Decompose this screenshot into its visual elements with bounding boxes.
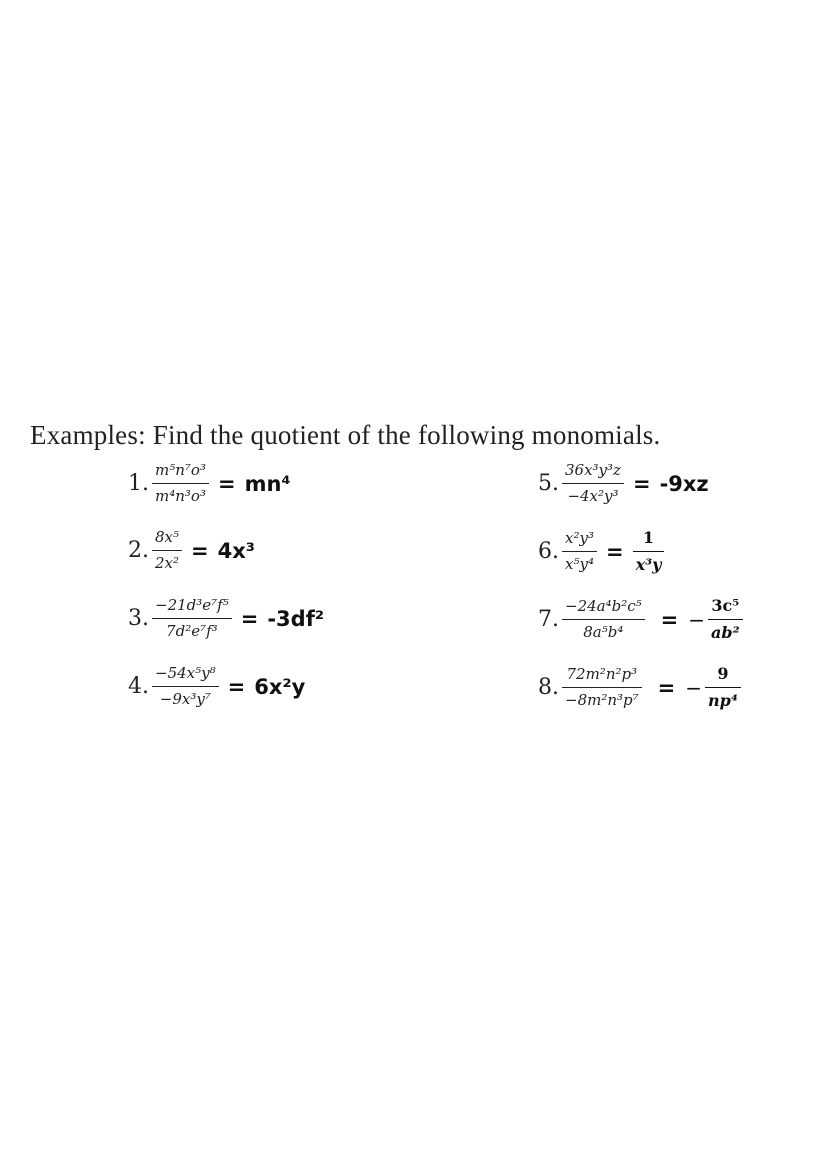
problem-7 — [538, 598, 743, 641]
fraction-denominator: 2x² — [152, 550, 182, 571]
fraction-numerator: −54x⁵y⁸ — [155, 664, 216, 682]
answer-fraction — [708, 598, 743, 641]
problem-fraction — [152, 530, 182, 571]
fraction-numerator: −24a⁴b²c⁵ — [565, 597, 642, 615]
equals-sign: = — [632, 471, 651, 496]
problem-3 — [128, 598, 324, 639]
problem-fraction — [562, 599, 645, 640]
answer-numerator: 3c⁵ — [711, 596, 740, 615]
problem-number: 1. — [128, 471, 149, 496]
problem-number: 7. — [538, 607, 559, 632]
equals-sign: = — [227, 674, 246, 699]
problem-number: 6. — [538, 539, 559, 564]
fraction-numerator: 36x³y³z — [565, 461, 621, 479]
problem-fraction — [152, 463, 209, 504]
problem-number: 2. — [128, 538, 149, 563]
equals-sign: = — [217, 471, 236, 496]
answer: 6x²y — [254, 674, 306, 699]
problem-fraction — [152, 598, 232, 639]
answer: -9xz — [659, 471, 709, 496]
problem-number: 8. — [538, 675, 559, 700]
answer-sign: − — [685, 675, 703, 700]
problem-fraction — [562, 667, 642, 708]
fraction-denominator: −8m²n³p⁷ — [562, 687, 642, 708]
answer-denominator: x³y — [633, 551, 665, 573]
problem-fraction — [562, 531, 597, 572]
equals-sign: = — [657, 675, 676, 700]
answer: mn⁴ — [244, 471, 291, 496]
fraction-numerator: x²y³ — [565, 529, 594, 547]
fraction-numerator: 8x⁵ — [155, 528, 180, 546]
equals-sign: = — [191, 538, 209, 563]
problem-fraction — [562, 463, 624, 504]
problem-1 — [128, 463, 291, 504]
page-heading: Examples: Find the quotient of the following monomials. — [30, 420, 661, 450]
fraction-denominator: m⁴n³o³ — [152, 483, 209, 504]
equals-sign: = — [240, 606, 259, 631]
fraction-numerator: m⁵n⁷o³ — [155, 461, 206, 479]
equals-sign: = — [660, 607, 679, 632]
problem-number: 5. — [538, 471, 559, 496]
answer-fraction — [633, 530, 665, 573]
problem-8 — [538, 666, 741, 709]
answer-numerator: 9 — [717, 664, 729, 683]
problem-4 — [128, 666, 305, 707]
fraction-numerator: −21d³e⁷f⁵ — [155, 596, 229, 614]
equals-sign: = — [605, 539, 624, 564]
answer-numerator: 1 — [642, 528, 655, 547]
problem-6 — [538, 530, 664, 573]
answer-sign: − — [688, 607, 706, 632]
fraction-numerator: 72m²n²p³ — [566, 665, 638, 683]
answer-fraction — [705, 666, 741, 709]
answer: -3df² — [267, 606, 325, 631]
fraction-denominator: 7d²e⁷f³ — [152, 618, 232, 639]
problem-5 — [538, 463, 709, 504]
answer-denominator: ab² — [708, 619, 743, 641]
problem-number: 4. — [128, 674, 149, 699]
answer: 4x³ — [217, 538, 255, 563]
answer-denominator: np⁴ — [705, 687, 741, 709]
fraction-denominator: −9x³y⁷ — [152, 686, 219, 707]
problem-fraction — [152, 666, 219, 707]
fraction-denominator: 8a⁵b⁴ — [562, 619, 645, 640]
fraction-denominator: −4x²y³ — [562, 483, 624, 504]
problem-2 — [128, 530, 255, 571]
problem-number: 3. — [128, 606, 149, 631]
fraction-denominator: x⁵y⁴ — [562, 551, 597, 572]
